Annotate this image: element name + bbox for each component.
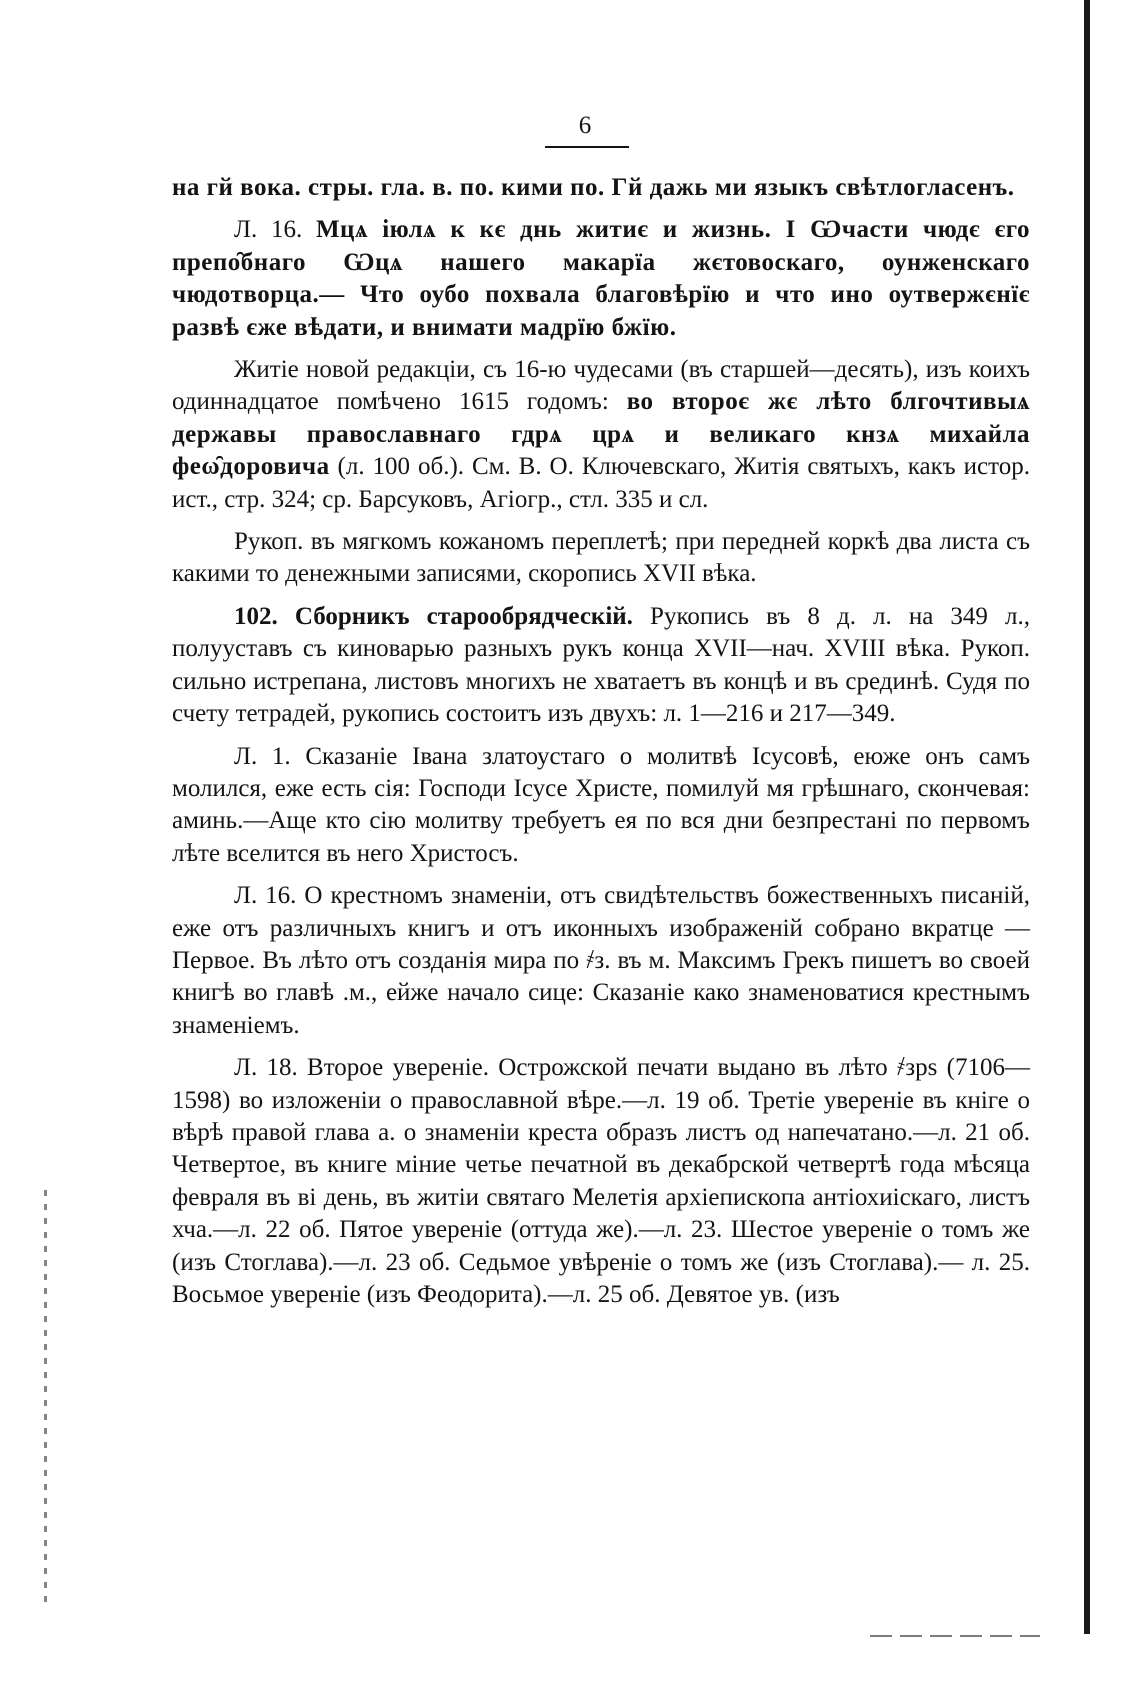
text-segment: Рукопись въ 8 д. л. на 349 л., полууставъ съ киноварью разныхъ рукъ конца XVII—нач. XVIII вѣка. Рукоп. сильно истрепана, листовъ многихъ не хватаетъ въ концѣ и въ срединѣ. Судя по счету тетрадей, рукопись состоитъ изъ двухъ: л. 1—216 и 217—349. — [172, 602, 1031, 728]
text-segment: Л. 1. Сказаніе Івана златоустаго о молитвѣ Ісусовѣ, еюже онъ самъ молился, еже есть сія: Господи Ісусе Христе, помилуй мя грѣшнаго, скончевая: аминь.—Аще кто сію молитву требуетъ ея по вся дни безпрестані по первомъ лѣте вселится въ него Христосъ. — [172, 742, 1030, 867]
text-segment: Л. 16. О крестномъ знаменіи, отъ свидѣтельствъ божественныхъ писаній, еже отъ различныхъ книгъ и отъ иконныхъ изображеній собрано вкратце —Первое. Въ лѣто отъ созданія мира по ҂з. въ м. Максимъ Грекъ пишетъ во своей книгѣ во главѣ .м., ейже начало сице: Сказаніе како знаменоватися крестнымъ знаменіемъ. — [172, 882, 1030, 1039]
text-column — [172, 172, 1030, 1321]
text-segment: (л. 100 об.). См. В. О. Ключевскаго, Житія святыхъ, какъ истор. ист., стр. 324; ср. Барсуковъ, Агіогр., стл. 335 и сл. — [172, 453, 1030, 513]
slavonic-quote: на гй вока. стры. гла. в. по. кими по. Гй дажь ми языкъ свѣтлогласенъ. — [172, 174, 1015, 201]
slavonic-quote: Мцѧ іюлѧ к кє днь житиє и жизнь. І Ѡчасти чюдє єго препо̑бнаго Ѡцѧ нашего макарїа жєтовоскаго, оунженскаго чюдотворца.— Что оубо похвала благовѣрїю и что ино оутвержєнїє развѣ єже вѣдати, и внимати мадрїю бжїю. — [172, 216, 1030, 341]
text-segment: Л. 16. — [234, 216, 316, 244]
paragraph-7 — [172, 880, 1030, 1042]
bottom-dash-marks — [870, 1635, 1040, 1637]
text-segment: Л. 18. Второе увереніе. Острожской печати выдано въ лѣто ҂зрѕ (7106—1598) во изложеніи о православной вѣре.—л. 19 об. Третіе увереніе въ кніге о вѣрѣ правой глава а. о знаменіи креста образъ листъ од напечатано.—л. 21 об. Четвертое, въ книге міние четье печатной въ декабрской четвертѣ года мѣсяца февраля въ ві день, въ житіи святаго Мелетія архіепископа антіохиіскаго, листъ хча.—л. 22 об. Пятое увереніе (оттуда же).—л. 23. Шестое увереніе о томъ же (изъ Стоглава).—л. 23 об. Седьмое увѣреніе о томъ же (изъ Стоглава).— л. 25. Восьмое увереніе (изъ Феодорита).—л. 25 об. Девятое ув. (изъ — [172, 1054, 1030, 1308]
paragraph-3 — [172, 354, 1030, 516]
text-segment: Рукоп. въ мягкомъ кожаномъ переплетѣ; при передней коркѣ два листа съ какими то денежными записями, скоропись XVII вѣка. — [172, 528, 1030, 588]
paragraph-6 — [172, 741, 1030, 871]
entry-heading: 102. Сборникъ старообрядческій. — [234, 602, 633, 630]
slavonic-quote: во вторοє жє лѣто блгочтивыѧ державы православнаго гдрѧ црѧ и великаго кнзѧ михайла феω̑доровича — [172, 388, 1030, 481]
paragraph-5 — [172, 601, 1030, 731]
binding-marks — [44, 1190, 47, 1610]
page-number-rule — [545, 146, 629, 148]
paragraph-4 — [172, 526, 1030, 591]
page-number: 6 — [578, 112, 592, 139]
paragraph-8 — [172, 1052, 1030, 1311]
paragraph-1 — [172, 172, 1030, 204]
paragraph-2 — [172, 214, 1030, 344]
page-edge-shadow — [1084, 0, 1090, 1634]
text-segment: Житіе новой редакціи, съ 16-ю чудесами (въ старшей—десять), изъ коихъ одиннадцатое помѣчено 1615 годомъ: — [172, 356, 1030, 416]
